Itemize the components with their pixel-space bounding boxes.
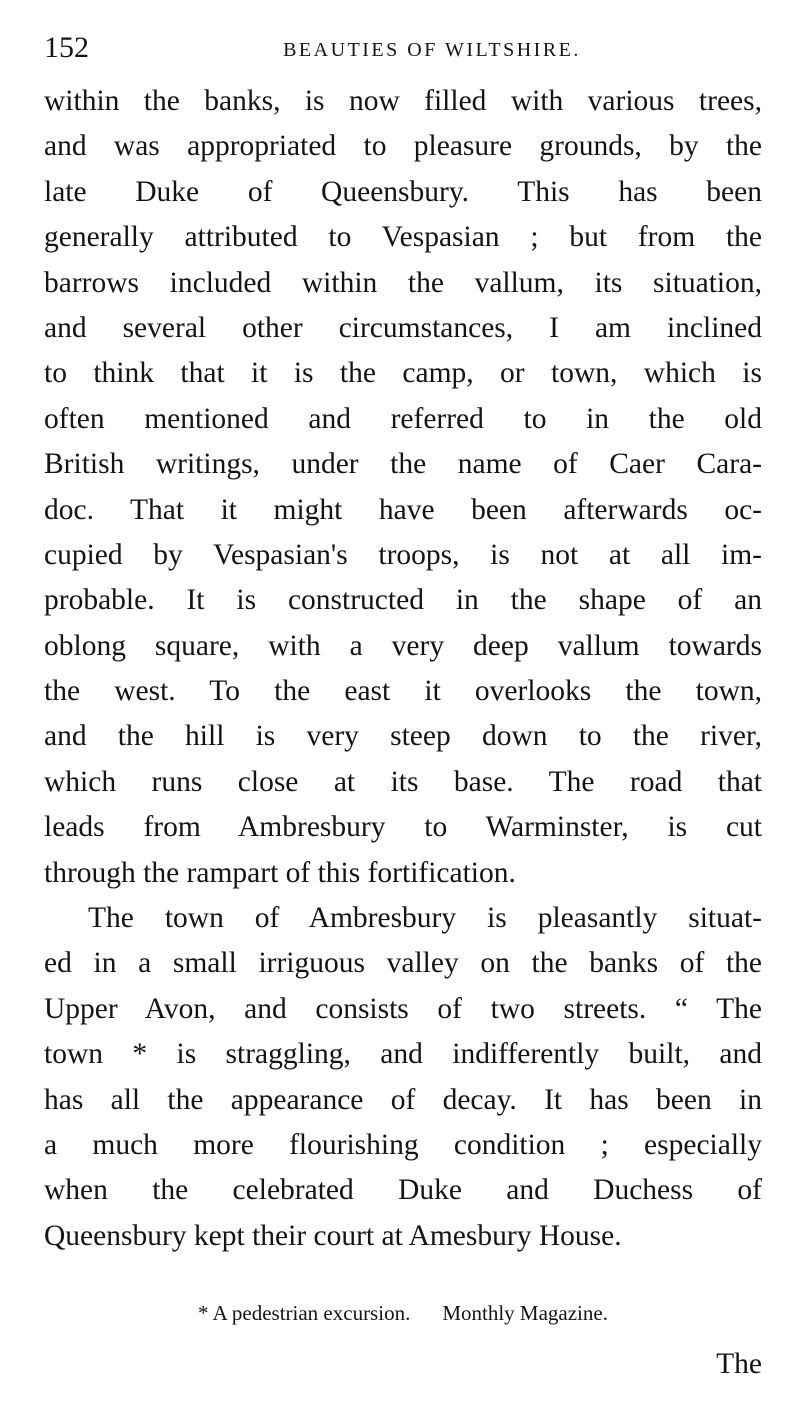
text-line: British writings, under the name of Caer Cara- (44, 448, 762, 481)
text-line: and was appropriated to pleasure grounds, by the (44, 130, 762, 163)
text-line: oblong square, with a very deep vallum towards (44, 629, 762, 662)
text-line: and several other circumstances, I am inclined (44, 311, 762, 344)
text-line: within the banks, is now filled with various trees, (44, 85, 762, 117)
text-line: Queensbury kept their court at Amesbury House. (44, 1219, 622, 1252)
text-line: the west. To the east it overlooks the town, (44, 675, 762, 708)
text-line: town * is straggling, and indifferently built, and (44, 1038, 762, 1071)
text-line: cupied by Vespasian's troops, is not at all im- (44, 538, 762, 571)
text-line: late Duke of Queensbury. This has been (44, 175, 762, 208)
text-line: and the hill is very steep down to the river, (44, 720, 762, 753)
footnote-source: Monthly Magazine. (442, 1301, 608, 1325)
text-line: barrows included within the vallum, its situation, (44, 266, 762, 299)
text-line: through the rampart of this fortification. (44, 856, 516, 889)
text-line: a much more flourishing condition ; especially (44, 1128, 762, 1161)
text-line: which runs close at its base. The road that (44, 765, 762, 798)
text-line: probable. It is constructed in the shape of an (44, 584, 762, 617)
text-line: ed in a small irriguous valley on the banks of the (44, 947, 762, 980)
text-line: to think that it is the camp, or town, which is (44, 357, 762, 390)
text-line: Upper Avon, and consists of two streets. “ The (44, 992, 762, 1025)
text-line: has all the appearance of decay. It has been in (44, 1083, 762, 1116)
text-line: generally attributed to Vespasian ; but from the (44, 221, 762, 254)
body-text (44, 79, 762, 1259)
running-title: BEAUTIES OF WILTSHIRE. (283, 39, 581, 61)
catchword: The (716, 1348, 762, 1380)
page-header (44, 28, 760, 68)
footnote-text: * A pedestrian excursion. (198, 1301, 411, 1325)
text-line: often mentioned and referred to in the old (44, 402, 762, 435)
text-line: when the celebrated Duke and Duchess of (44, 1174, 762, 1207)
text-line: leads from Ambresbury to Warminster, is cut (44, 811, 762, 844)
text-line: The town of Ambresbury is pleasantly situat- (88, 902, 762, 935)
page-number: 152 (44, 31, 89, 64)
text-line: doc. That it might have been afterwards oc- (44, 493, 762, 526)
footnote (44, 1298, 762, 1328)
